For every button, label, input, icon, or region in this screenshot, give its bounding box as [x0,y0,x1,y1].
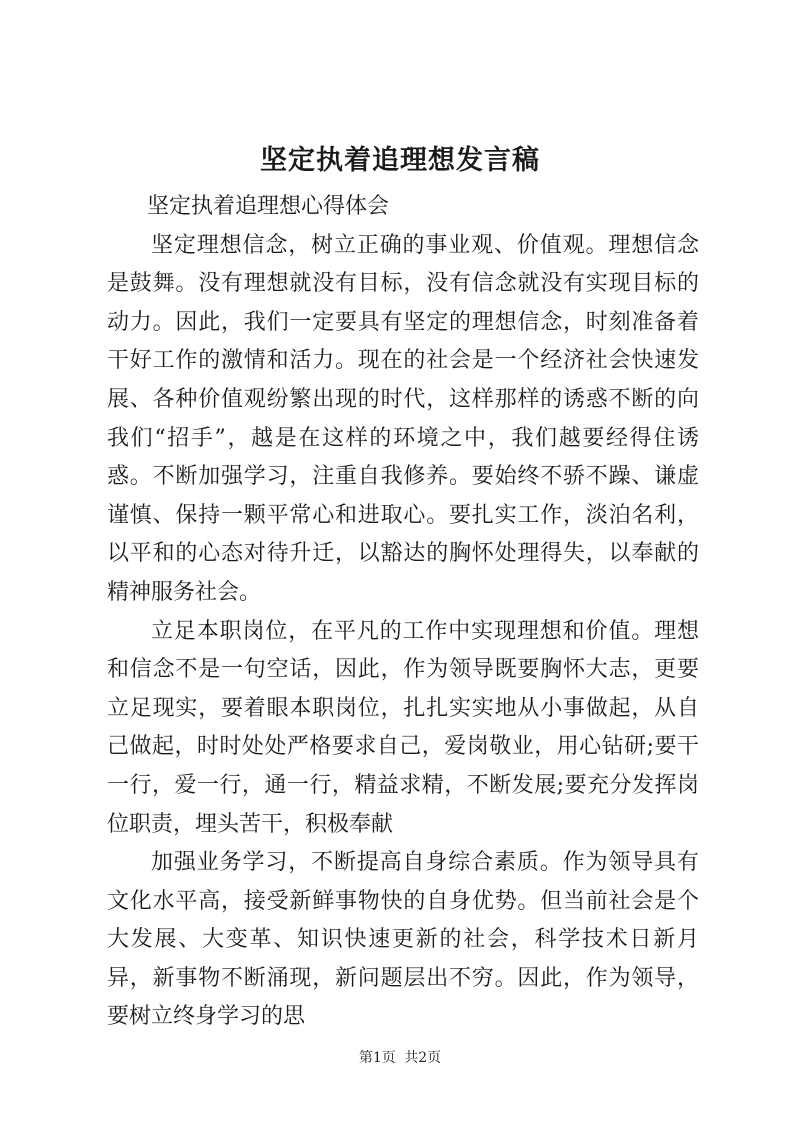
document-subtitle: 坚定执着追理想心得体会 [147,194,390,219]
paragraph-2: 立足本职岗位，在平凡的工作中实现理想和价值。理想和信念不是一句空话，因此，作为领导既要胸怀大志，更要立足现实，要着眼本职岗位，扎扎实实地从小事做起，从自己做起，时时处处严格要求自己，爱岗敬业，用心钻研;要干一行，爱一行，通一行，精益求精，不断发展;要充分发挥岗位职责，埋头苦干，积极奉献 [107,618,699,837]
document-title: 坚定执着追理想发言稿 [260,145,540,176]
paragraph-3: 加强业务学习，不断提高自身综合素质。作为领导具有文化水平高，接受新鲜事物快的自身优势。但当前社会是个大发展、大变革、知识快速更新的社会，科学技术日新月异，新事物不断涌现，新问题层出不穷。因此，作为领导，要树立终身学习的思 [107,850,699,1030]
page-number: 第1页 [358,1050,396,1066]
page-total: 共2页 [404,1050,442,1066]
paragraph-1: 坚定理想信念，树立正确的事业观、价值观。理想信念是鼓舞。没有理想就没有目标，没有信念就没有实现目标的动力。因此，我们一定要具有坚定的理想信念，时刻准备着干好工作的激情和活力。现在的社会是一个经济社会快速发展、各种价值观纷繁出现的时代，这样那样的诱惑不断的向我们“招手”，越是在这样的环境之中，我们越要经得住诱惑。不断加强学习，注重自我修养。要始终不骄不躁、谦虚谨慎、保持一颗平常心和进取心。要扎实工作，淡泊名利，以平和的心态对待升迁，以豁达的胸怀处理得失，以奉献的精神服务社会。 [107,232,699,605]
page-footer [0,1047,800,1067]
document-body [107,188,699,1037]
